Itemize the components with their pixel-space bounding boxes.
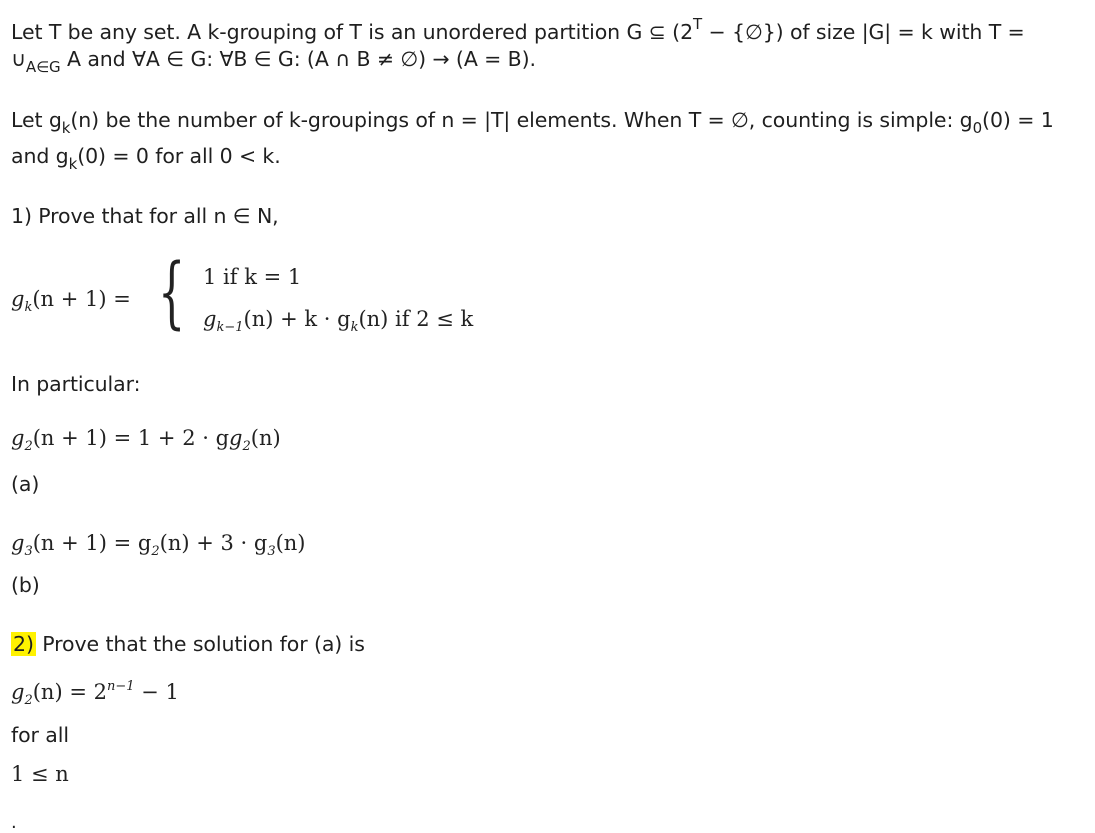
piecewise-lhs (11, 287, 131, 315)
solution-mid: (n) = 2 (32, 680, 107, 704)
for-all-label: for all (11, 723, 69, 747)
union-symbol: ∪ (11, 47, 26, 71)
g-symbol: g (11, 531, 25, 555)
count-text-end: (0) = 0 for all 0 < k. (77, 144, 281, 168)
subscript: k (24, 300, 33, 315)
task-1-heading: 1) Prove that for all n ∈ N, (11, 204, 279, 228)
superscript: T (693, 15, 703, 33)
condition: 1 ≤ n (11, 762, 69, 786)
left-brace: { (158, 248, 186, 338)
union-subscript: A∈G (25, 58, 61, 76)
g-symbol: g (11, 426, 25, 450)
definition-line-2 (11, 47, 536, 79)
count-text-cont: (n) be the number of k-groupings of n = |T| elements. When T = ∅, counting is simple: g (70, 108, 973, 132)
subscript: k (68, 155, 78, 173)
lhs-rest: (n + 1) = (32, 287, 131, 311)
equation-a-mid: (n + 1) = 1 + 2 · g (32, 426, 230, 450)
case-2-mid: (n) + k · g (243, 307, 351, 331)
trailing-period: . (11, 812, 17, 833)
count-line-1 (11, 108, 1054, 140)
equation-b (11, 531, 306, 559)
subscript: k (350, 320, 359, 335)
piecewise-case-2 (203, 307, 473, 335)
exponent: n−1 (106, 679, 135, 694)
subscript: k−1 (216, 320, 244, 335)
g-symbol: g (11, 680, 25, 704)
case-2-end: (n) if 2 ≤ k (358, 307, 474, 331)
solution-equation (11, 679, 179, 708)
task-2-heading (11, 632, 365, 656)
subscript: 3 (267, 544, 276, 559)
subscript: 3 (24, 544, 33, 559)
g-symbol: g (11, 287, 25, 311)
count-text: and g (11, 144, 69, 168)
in-particular-label: In particular: (11, 372, 141, 396)
subscript: 2 (24, 693, 33, 708)
subscript: 0 (972, 119, 983, 137)
label-b: (b) (11, 573, 40, 597)
count-line-2 (11, 144, 281, 176)
equation-a (11, 426, 281, 454)
definition-text: Let T be any set. A k-grouping of T is an unordered partition G ⊆ (2 (11, 20, 694, 44)
equation-a-end: (n) (250, 426, 281, 450)
equation-b-mid: (n + 1) = g (32, 531, 152, 555)
definition-text-cont: − {∅}) of size |G| = k with T = (702, 20, 1025, 44)
equation-b-mid-2: (n) + 3 · g (159, 531, 268, 555)
label-a: (a) (11, 472, 40, 496)
subscript: 2 (151, 544, 160, 559)
g-symbol: g (203, 307, 217, 331)
subscript: k (61, 119, 71, 137)
piecewise-case-1: 1 if k = 1 (203, 265, 302, 289)
definition-condition: A and ∀A ∈ G: ∀B ∈ G: (A ∩ B ≠ ∅) → (A = B). (60, 47, 536, 71)
solution-end: − 1 (134, 680, 179, 704)
subscript: 2 (242, 439, 251, 454)
count-text: Let g (11, 108, 62, 132)
highlighted-task-number: 2) (13, 632, 34, 656)
subscript: 2 (24, 439, 33, 454)
count-text-end: (0) = 1 (982, 108, 1054, 132)
definition-line-1 (11, 12, 1025, 44)
equation-b-end: (n) (275, 531, 306, 555)
task-2-text: Prove that the solution for (a) is (35, 632, 365, 656)
g-symbol: g (229, 426, 243, 450)
